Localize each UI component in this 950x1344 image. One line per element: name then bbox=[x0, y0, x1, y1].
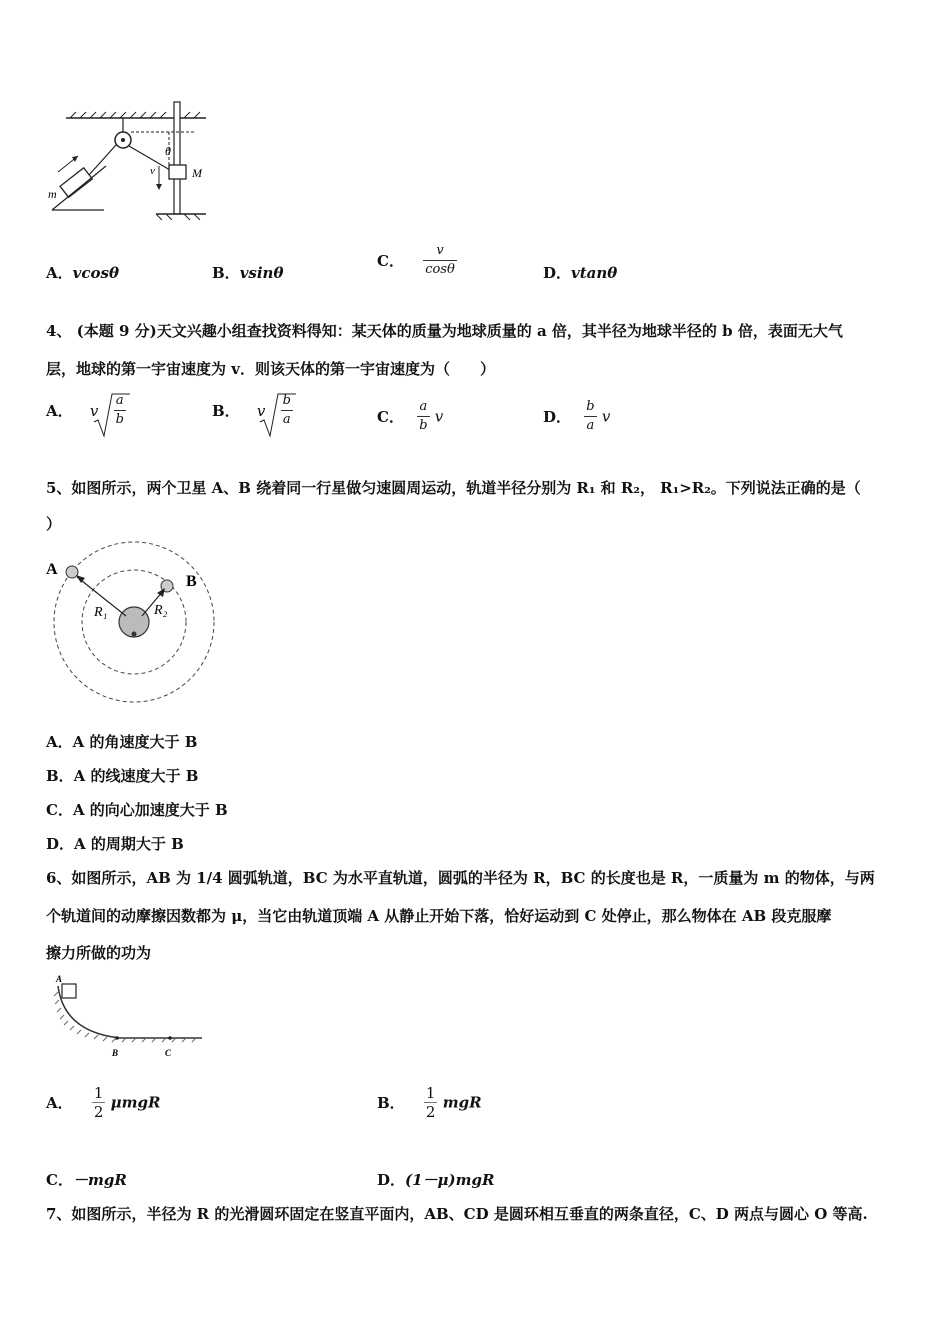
option-key: B． bbox=[212, 264, 240, 282]
q4-stem-line2: 层，地球的第一宇宙速度为 v．则该天体的第一宇宙速度为（ ） bbox=[46, 360, 495, 378]
q6-option-b[interactable]: B． $\frac{1}{2}$ mgR bbox=[377, 1084, 482, 1121]
satellite-b-label: B bbox=[186, 573, 197, 590]
q5-option-b[interactable]: B．A 的线速度大于 B bbox=[46, 767, 199, 785]
q3-option-a[interactable] bbox=[46, 262, 119, 283]
pulley-figure bbox=[44, 98, 214, 220]
q6-stem-line3: 擦力所做的功为 bbox=[46, 944, 152, 962]
point-b-label: B bbox=[112, 1048, 119, 1058]
track-figure bbox=[50, 972, 210, 1062]
option-key: D． bbox=[543, 264, 572, 282]
q5-stem-line1: 5、如图所示，两个卫星 A、B 绕着同一行星做匀速圆周运动，轨道半径分别为 R₁ 和 R₂， R₁>R₂。下列说法正确的是（ bbox=[46, 479, 861, 497]
q5-option-c[interactable]: C．A 的向心加速度大于 B bbox=[46, 801, 228, 819]
fraction: $\frac{v}{\cos\theta}$ bbox=[425, 243, 455, 277]
sqrt-sign bbox=[258, 392, 298, 444]
option-key: B． bbox=[212, 402, 240, 420]
option-key: B． bbox=[377, 1094, 405, 1112]
fraction: $\frac{b}{a}$ bbox=[586, 399, 595, 433]
v-label: v bbox=[150, 165, 155, 177]
option-text: vsinθ bbox=[239, 264, 284, 282]
q4-stem-line1: 4、 (本题 9 分)天文兴趣小组查找资料得知：某天体的质量为地球质量的 a 倍，其半径为地球半径的 b 倍，表面无大气 bbox=[46, 322, 843, 340]
q6-stem-line2: 个轨道间的动摩擦因数都为 μ，当它由轨道顶端 A 从静止开始下落，恰好运动到 C 处停止，那么物体在 AB 段克服摩 bbox=[46, 907, 832, 925]
q6-option-d[interactable]: D．(1－μ)mgR bbox=[377, 1171, 495, 1189]
fraction: $\frac{1}{2}$ bbox=[93, 1084, 104, 1121]
satellite-a-label: A bbox=[46, 561, 58, 578]
q4-option-d[interactable]: D． $\frac{b}{a}$ v bbox=[543, 399, 611, 433]
fraction: $\frac{a}{b}$ bbox=[419, 399, 428, 433]
theta-label: θ bbox=[165, 144, 171, 158]
option-key: A． bbox=[46, 1094, 73, 1112]
q4-option-a[interactable]: A． v $\frac{a}{b}$ bbox=[46, 392, 126, 429]
m-label: m bbox=[48, 187, 57, 201]
sqrt-sign bbox=[92, 392, 132, 444]
fraction: $\frac{1}{2}$ bbox=[425, 1084, 436, 1121]
q5-stem-line2: ） bbox=[46, 515, 62, 533]
q7-stem-line1: 7、如图所示，半径为 R 的光滑圆环固定在竖直平面内，AB、CD 是圆环相互垂直的两条直径，C、D 两点与圆心 O 等高. bbox=[46, 1205, 868, 1223]
fraction: $\frac{b}{a}$ bbox=[282, 393, 291, 427]
option-key: A． bbox=[46, 402, 73, 420]
q6-option-c[interactable]: C．－mgR bbox=[46, 1171, 127, 1189]
q6-stem-line1: 6、如图所示，AB 为 1/4 圆弧轨道，BC 为水平直轨道，圆弧的半径为 R，BC 的长度也是 R，一质量为 m 的物体，与两 bbox=[46, 869, 875, 887]
option-key: C． bbox=[46, 1171, 73, 1189]
q4-option-b[interactable]: B． v $\frac{b}{a}$ bbox=[212, 392, 293, 429]
q5-option-a[interactable]: A．A 的角速度大于 B bbox=[46, 733, 198, 751]
orbit-figure bbox=[44, 540, 224, 705]
q4-option-c[interactable]: C． $\frac{a}{b}$ v bbox=[377, 399, 444, 433]
option-text: vcosθ bbox=[72, 264, 119, 282]
r1-label: R₁ bbox=[94, 605, 108, 620]
point-a-label: A bbox=[56, 974, 63, 984]
q6-option-a[interactable]: A． $\frac{1}{2}$ μmgR bbox=[46, 1084, 161, 1121]
q5-option-d[interactable]: D．A 的周期大于 B bbox=[46, 835, 184, 853]
option-key: C． bbox=[377, 252, 404, 270]
option-text: vtanθ bbox=[571, 264, 618, 282]
q3-option-c[interactable] bbox=[377, 242, 457, 279]
option-key: D． bbox=[377, 1171, 406, 1189]
fraction: $\frac{a}{b}$ bbox=[115, 393, 124, 427]
option-key: D． bbox=[543, 408, 572, 426]
point-c-label: C bbox=[165, 1048, 172, 1058]
option-key: A． bbox=[46, 264, 73, 282]
q3-option-d[interactable] bbox=[543, 262, 617, 283]
q3-option-b[interactable] bbox=[212, 262, 283, 283]
option-key: C． bbox=[377, 408, 404, 426]
M-label: M bbox=[192, 166, 202, 180]
r2-label: R₂ bbox=[154, 603, 168, 618]
